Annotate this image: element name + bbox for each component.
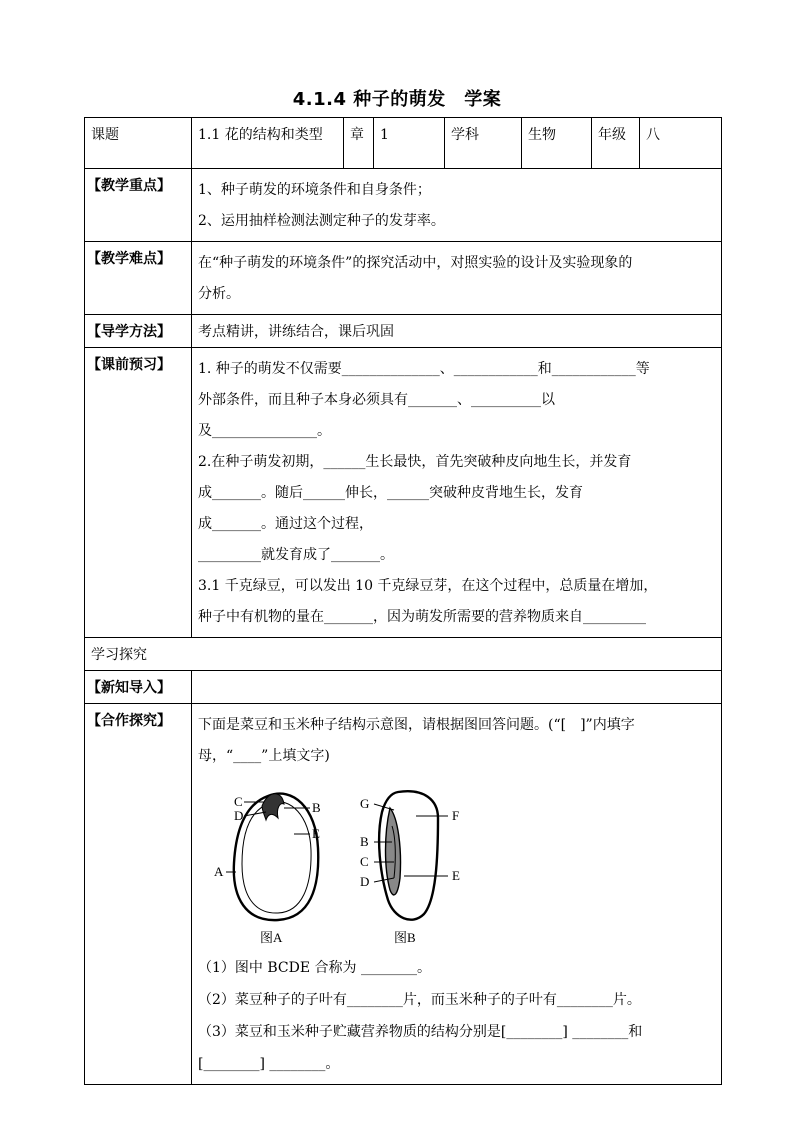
header-chapter-value: 1: [374, 118, 445, 169]
figA-label-B: B: [312, 800, 321, 815]
methods-row: [85, 315, 722, 348]
difficulties-content: [192, 242, 722, 315]
difficulty-line: 在“种子萌发的环境条件”的探究活动中，对照实验的设计及实验现象的: [198, 255, 633, 271]
header-topic-value: 1.1 花的结构和类型: [192, 118, 344, 169]
intro-label: 【新知导入】: [85, 671, 192, 704]
figB-label-B: B: [360, 834, 369, 849]
coop-row: [85, 704, 722, 1085]
question-1: （1）图中 BCDE 合称为 ________。: [198, 960, 431, 976]
question-2: （2）菜豆种子的子叶有________片，而玉米种子的子叶有________片。: [198, 992, 641, 1008]
bean-seed-figure: [214, 794, 321, 945]
explore-label: 学习探究: [85, 638, 722, 671]
preview-line: 1. 种子的萌发不仅需要______________、____________和____________等: [198, 361, 650, 377]
figB-label-D: D: [360, 874, 370, 889]
coop-content: [192, 704, 722, 1085]
header-topic-label: 课题: [85, 118, 192, 169]
figB-label-E: E: [452, 868, 460, 883]
key-points-label: 【教学重点】: [85, 169, 192, 242]
preview-line: 成_______。随后______伸长，______突破种皮背地生长，发育: [198, 485, 583, 501]
figB-label-C: C: [360, 854, 369, 869]
key-point-line: 1、种子萌发的环境条件和自身条件；: [198, 182, 431, 198]
corn-embryo: [386, 808, 401, 895]
difficulties-row: [85, 242, 722, 315]
figA-label-A: A: [214, 864, 224, 879]
preview-line: 成_______。通过这个过程，: [198, 516, 373, 532]
intro-row: [85, 671, 722, 704]
figB-label-G: G: [360, 796, 370, 811]
preview-line: 外部条件，而且种子本身必须具有_______、__________以: [198, 392, 555, 408]
figA-label-E: E: [312, 826, 320, 841]
coop-label: 【合作探究】: [85, 704, 192, 1085]
header-grade-value: 八: [640, 118, 722, 169]
page-title: 4.1.4 种子的萌发 学案: [292, 89, 502, 110]
difficulty-line: 分析。: [198, 286, 240, 302]
question-3: （3）菜豆和玉米种子贮藏营养物质的结构分别是[________] ________和: [198, 1024, 643, 1040]
methods-content: 考点精讲，讲练结合，课后巩固: [192, 315, 722, 348]
header-row: [85, 118, 722, 169]
header-subject-label: 学科: [445, 118, 522, 169]
coop-instruction-line: 下面是菜豆和玉米种子结构示意图，请根据图回答问题。(“[ ]”内填字: [198, 717, 635, 733]
key-points-row: [85, 169, 722, 242]
figB-label-F: F: [452, 808, 460, 823]
bean-seed-inner: [242, 802, 311, 913]
methods-label: 【导学方法】: [85, 315, 192, 348]
preview-line: 2.在种子萌发初期，______生长最快，首先突破种皮向地生长，并发育: [198, 454, 632, 470]
figB-caption: 图B: [394, 930, 416, 945]
preview-line: _________就发育成了_______。: [198, 547, 394, 563]
preview-line: 种子中有机物的量在_______，因为萌发所需要的营养物质来自_________: [198, 609, 646, 625]
preview-line: 及_______________。: [198, 423, 331, 439]
figA-label-D: D: [234, 808, 244, 823]
preview-row: [85, 348, 722, 638]
preview-label: 【课前预习】: [85, 348, 192, 638]
seed-diagram: [198, 778, 715, 946]
key-point-line: 2、运用抽样检测法测定种子的发芽率。: [198, 213, 445, 229]
preview-content: [192, 348, 722, 638]
header-subject-value: 生物: [522, 118, 592, 169]
lesson-plan-table: [84, 117, 722, 1085]
difficulties-label: 【教学难点】: [85, 242, 192, 315]
figA-caption: 图A: [260, 930, 283, 945]
question-3-cont: [________] ________。: [198, 1056, 340, 1072]
corn-seed-figure: [360, 791, 460, 945]
preview-line: 3.1 千克绿豆，可以发出 10 千克绿豆芽，在这个过程中，总质量在增加，: [198, 578, 658, 594]
key-points-content: [192, 169, 722, 242]
explore-row: [85, 638, 722, 671]
seed-diagram-svg: [198, 778, 498, 946]
header-grade-label: 年级: [592, 118, 640, 169]
header-chapter-label: 章: [344, 118, 374, 169]
figA-label-C: C: [234, 794, 243, 809]
coop-instruction-line: 母，“____”上填文字): [198, 748, 330, 764]
intro-content: [192, 671, 722, 704]
